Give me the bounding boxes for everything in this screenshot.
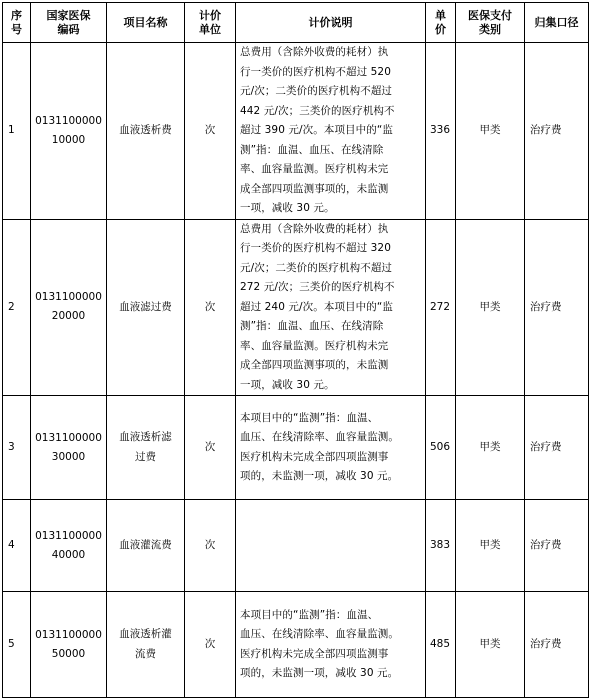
header-seq: 序 号 [3, 3, 31, 43]
cell-seq: 5 [3, 592, 31, 698]
fee-table [2, 2, 589, 698]
cell-code: 0131100000 10000 [31, 43, 107, 220]
header-price: 单 价 [426, 3, 456, 43]
cell-unit: 次 [185, 43, 236, 220]
cell-unit: 次 [185, 219, 236, 396]
table-body [3, 43, 589, 698]
cell-seq: 3 [3, 396, 31, 500]
cell-price: 336 [426, 43, 456, 220]
cell-code: 0131100000 50000 [31, 592, 107, 698]
cell-name: 血液灌流费 [107, 500, 185, 592]
cell-category: 甲类 [456, 500, 525, 592]
cell-price: 506 [426, 396, 456, 500]
cell-price: 383 [426, 500, 456, 592]
cell-desc: 总费用（含除外收费的耗材）执 行一类价的医疗机构不超过 520 元/次；二类价的医疗机构不超过 442 元/次；三类价的医疗机构不 超过 390 元/次。本项目中的“监 测”指：血温、血压、在线清除 率、血容量监测。医疗机构未完 成全部四项监测事项的，未监测 一项，减收 30 元。 [236, 43, 426, 220]
cell-unit: 次 [185, 592, 236, 698]
cell-category: 甲类 [456, 219, 525, 396]
cell-seq: 2 [3, 219, 31, 396]
table-row [3, 219, 589, 396]
table-row [3, 43, 589, 220]
table-row [3, 500, 589, 592]
cell-price: 272 [426, 219, 456, 396]
cell-category: 甲类 [456, 396, 525, 500]
cell-code: 0131100000 20000 [31, 219, 107, 396]
cell-code: 0131100000 40000 [31, 500, 107, 592]
cell-desc: 本项目中的“监测”指：血温、 血压、在线清除率、血容量监测。 医疗机构未完成全部四项监测事 项的，未监测一项，减收 30 元。 [236, 592, 426, 698]
table-row [3, 396, 589, 500]
header-code: 国家医保 编码 [31, 3, 107, 43]
header-category: 医保支付 类别 [456, 3, 525, 43]
cell-caliber: 治疗费 [525, 396, 589, 500]
cell-seq: 4 [3, 500, 31, 592]
cell-category: 甲类 [456, 592, 525, 698]
cell-caliber: 治疗费 [525, 592, 589, 698]
cell-desc: 总费用（含除外收费的耗材）执 行一类价的医疗机构不超过 320 元/次；二类价的医疗机构不超过 272 元/次；三类价的医疗机构不 超过 240 元/次。本项目中的“监 测”指：血温、血压、在线清除 率、血容量监测。医疗机构未完 成全部四项监测事项的，未监测 一项，减收 30 元。 [236, 219, 426, 396]
header-row [3, 3, 589, 43]
cell-desc [236, 500, 426, 592]
cell-name: 血液滤过费 [107, 219, 185, 396]
header-unit: 计价 单位 [185, 3, 236, 43]
cell-name: 血液透析滤 过费 [107, 396, 185, 500]
header-caliber: 归集口径 [525, 3, 589, 43]
header-desc: 计价说明 [236, 3, 426, 43]
cell-category: 甲类 [456, 43, 525, 220]
cell-name: 血液透析灌 流费 [107, 592, 185, 698]
cell-desc: 本项目中的“监测”指：血温、 血压、在线清除率、血容量监测。 医疗机构未完成全部四项监测事 项的，未监测一项，减收 30 元。 [236, 396, 426, 500]
cell-price: 485 [426, 592, 456, 698]
cell-code: 0131100000 30000 [31, 396, 107, 500]
cell-unit: 次 [185, 500, 236, 592]
cell-name: 血液透析费 [107, 43, 185, 220]
cell-caliber: 治疗费 [525, 43, 589, 220]
cell-seq: 1 [3, 43, 31, 220]
cell-unit: 次 [185, 396, 236, 500]
cell-caliber: 治疗费 [525, 500, 589, 592]
header-name: 项目名称 [107, 3, 185, 43]
table-header [3, 3, 589, 43]
cell-caliber: 治疗费 [525, 219, 589, 396]
table-row [3, 592, 589, 698]
